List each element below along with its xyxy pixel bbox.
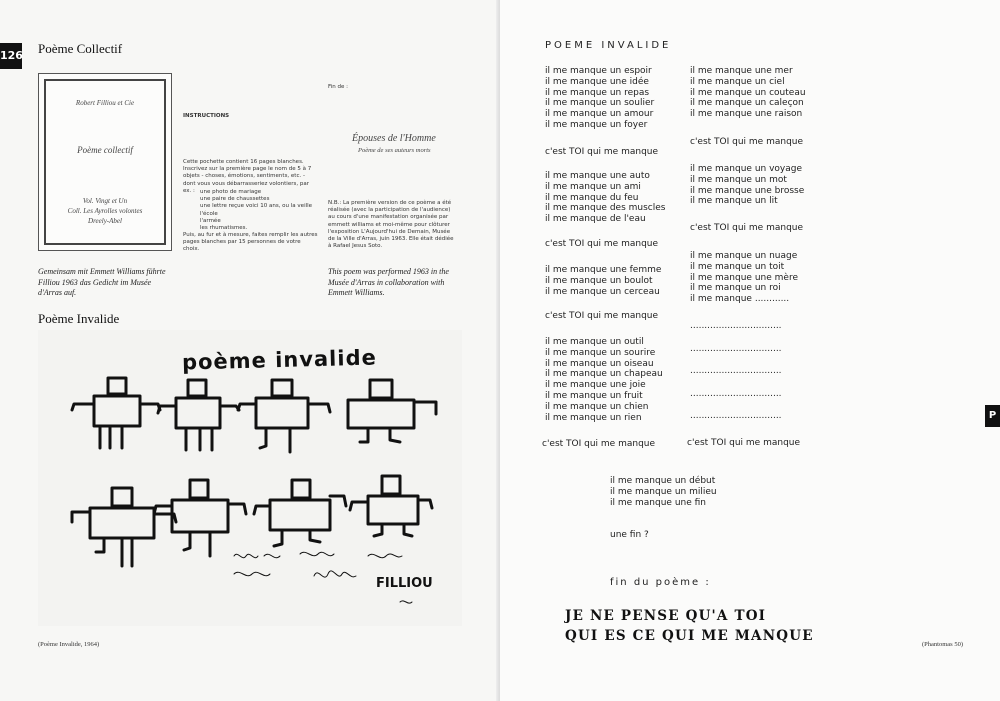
poem-line: il me manque une mère (690, 272, 798, 283)
side-tab: P (985, 405, 1000, 427)
poem-line: il me manque un espoir (545, 66, 652, 76)
poem-line: il me manque un sourire (545, 347, 656, 358)
instructions-item: l'armée (200, 217, 221, 224)
nb-note: N.B.: La première version de ce poème a été réalisée (avec la participation de l'audience) au cours d'une manifestation organisée par emmett williams et moi-même pour clôturer l'exposition L'Aujourd'hui de Demain, Musée de la Ville d'Arras, juin 1963. Elle était dédiée à Rafael Jesus Soto. (328, 200, 454, 250)
card-line-2: Poème collectif (77, 145, 133, 155)
dotted-line: ................................ (690, 366, 782, 376)
poem-line: il me manque un rien (545, 412, 642, 423)
poem-line: il me manque un ami (545, 181, 641, 192)
poem-line: il me manque un mot (690, 174, 787, 185)
card-line-4: Coll. Les Ayrolles volontes (67, 207, 143, 215)
poem-line: il me manque un nuage (690, 251, 798, 261)
instructions-item: une photo de mariage (200, 189, 262, 195)
instructions-title: INSTRUCTIONS (183, 113, 230, 119)
col2-stanza-2 (690, 164, 804, 207)
poem-line: il me manque ............ (690, 294, 790, 305)
refrain-4: c'est TOI qui me manque (542, 439, 656, 449)
figure-3 (238, 380, 330, 452)
refrain-3: c'est TOI qui me manque (545, 311, 659, 321)
refrain-7: c'est TOI qui me manque (687, 438, 801, 448)
poem-line: il me manque un boulot (545, 275, 653, 286)
instructions-item: les rhumatismes. (200, 225, 248, 232)
col2-dotted-lines (690, 315, 782, 428)
col2-stanza-3 (690, 251, 798, 305)
poem-line: il me manque un foyer (545, 119, 648, 130)
figure-8 (350, 476, 432, 536)
poem-line: il me manque un début (610, 476, 716, 486)
instructions-list (200, 189, 318, 232)
dotted-line: ................................ (690, 388, 782, 399)
poem-line: il me manque une joie (545, 380, 646, 391)
une-fin: une fin ? (610, 530, 649, 540)
poem-line: il me manque un chapeau (545, 369, 663, 380)
poem-line: il me manque un ciel (690, 76, 785, 87)
heading-poeme-collectif: Poème Collectif (38, 41, 123, 56)
card-line-5: Dreely-Abel (88, 217, 122, 225)
instructions-intro: Cette pochette contient 16 pages blanches. Inscrivez sur la première page le nom de 5 à 7 objets - choses, émotions, sentiments, etc. - dont vous vous débarrasseriez volontiers, par ex. : (183, 159, 312, 194)
drawing-title: poème invalide (181, 345, 378, 375)
instructions-item: une lettre reçue voici 10 ans, ou la veille (200, 203, 313, 210)
caption-german: Gemeinsam mit Emmett Williams führte Filliou 1963 das Gedicht im Musée d'Arras auf. (38, 267, 166, 297)
poem-line: il me manque du feu (545, 192, 639, 203)
poem-line: il me manque une brosse (690, 185, 805, 196)
epouses-title: Épouses de l'Homme (352, 133, 436, 144)
poem-line: il me manque un amour (545, 109, 654, 120)
poem-line: il me manque une fin (610, 497, 707, 508)
fin-du-poeme: fin du poème : (610, 577, 711, 588)
poem-line: il me manque une auto (545, 171, 650, 181)
refrain-6: c'est TOI qui me manque (690, 223, 804, 233)
card-line-1: Robert Filliou et Cie (75, 99, 135, 107)
poem-line: il me manque un oiseau (545, 358, 654, 369)
final-line-2: QUI ES CE QUI ME MANQUE (565, 628, 814, 644)
poem-line: il me manque un roi (690, 283, 781, 294)
figure-7 (254, 480, 346, 546)
epouses-subtitle: Poème de ses auteurs morts (358, 147, 431, 154)
poem-line: il me manque un chien (545, 401, 649, 412)
drawing-poeme-invalide (38, 330, 462, 626)
fin-de-label: Fin de : (328, 84, 349, 90)
col1-stanza-3 (545, 265, 661, 297)
poem-line: il me manque une mer (690, 66, 793, 76)
poem-line: il me manque un repas (545, 87, 650, 98)
caption-english: This poem was performed 1963 in the Musée d'Arras in collaboration with Emmett Williams. (328, 267, 449, 297)
poem-line: il me manque un cerceau (545, 286, 660, 297)
poem-line: il me manque une idée (545, 76, 649, 87)
closing-stanza (610, 476, 717, 508)
page-number: 126 (0, 43, 22, 69)
footer-left: (Poème Invalide, 1964) (38, 641, 100, 648)
poem-line: il me manque une femme (545, 265, 662, 275)
poem-line: il me manque un caleçon (690, 98, 804, 109)
card-line-3: Vol. Vingt et Un (82, 197, 128, 205)
poem-title: POEME INVALIDE (545, 40, 672, 51)
poem-line: il me manque un toit (690, 261, 785, 272)
refrain-2: c'est TOI qui me manque (545, 239, 659, 249)
poem-line: il me manque un milieu (610, 486, 717, 497)
dotted-line: ................................ (690, 321, 782, 331)
figure-5 (72, 488, 176, 566)
poem-line: il me manque un fruit (545, 390, 643, 401)
figure-4 (348, 380, 436, 442)
invitation-card (38, 73, 172, 251)
col1-stanza-4 (545, 337, 663, 423)
poem-line: il me manque un soulier (545, 98, 655, 109)
heading-poeme-invalide: Poème Invalide (38, 311, 120, 326)
poem-line: il me manque des muscles (545, 203, 666, 214)
poem-line: il me manque un couteau (690, 87, 806, 98)
dotted-line: ................................ (690, 343, 782, 354)
figure-1 (72, 378, 160, 448)
final-line-1: JE NE PENSE QU'A TOI (565, 608, 767, 624)
figure-6 (154, 480, 246, 556)
poem-line: il me manque un voyage (690, 164, 803, 174)
instructions-outro: Puis, au fur et à mesure, faites remplir les autres pages blanches par 15 personnes de votre choix. (183, 232, 318, 253)
poem-line: il me manque un lit (690, 196, 778, 207)
refrain-1: c'est TOI qui me manque (545, 147, 659, 157)
col1-stanza-2 (545, 171, 665, 225)
figure-2 (158, 380, 239, 450)
instructions-item: une paire de chaussettes (200, 196, 270, 203)
footer-right: (Phantomas 50) (922, 641, 963, 648)
refrain-5: c'est TOI qui me manque (690, 137, 804, 147)
col1-stanza-1 (545, 66, 654, 131)
dotted-line: ................................ (690, 411, 782, 421)
poem-line: il me manque un outil (545, 337, 644, 347)
instructions-item: l'école (200, 210, 218, 217)
poem-line: il me manque une raison (690, 109, 803, 120)
drawing-signature: FILLIOU (376, 576, 433, 591)
poem-line: il me manque de l'eau (545, 214, 646, 225)
col2-stanza-1 (690, 66, 806, 120)
